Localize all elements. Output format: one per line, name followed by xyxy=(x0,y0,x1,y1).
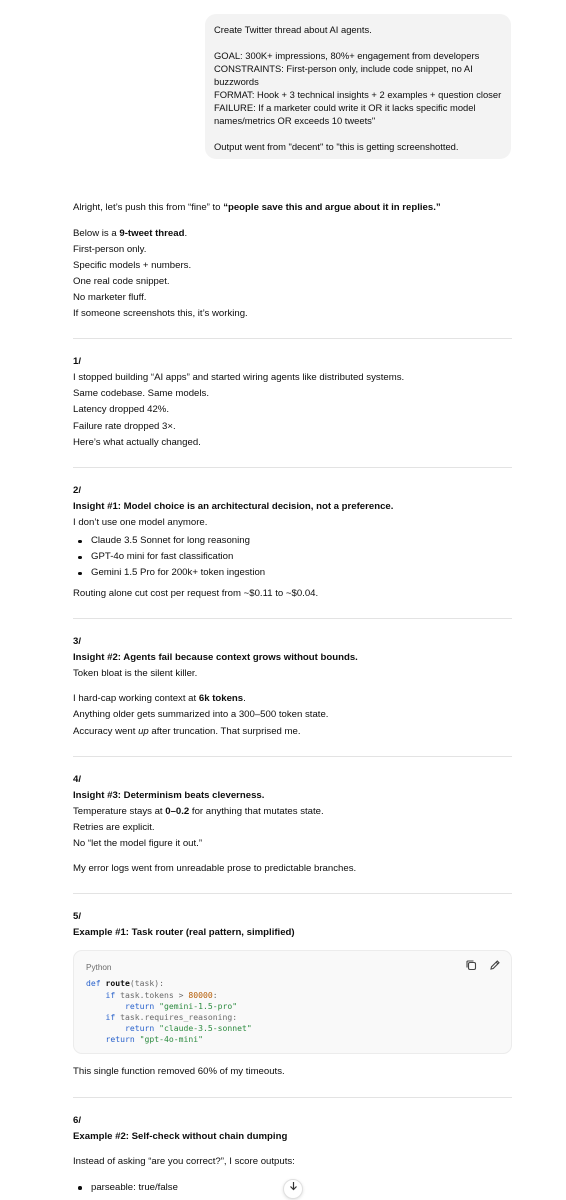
user-message-line: names/metrics OR exceeds 10 tweets" xyxy=(214,115,376,126)
tweet-heading: Insight #1: Model choice is an architectural decision, not a preference. xyxy=(73,500,394,512)
user-message-line: CONSTRAINTS: First-person only, include code snippet, no AI xyxy=(214,63,473,74)
cap-bold-text: 6k tokens xyxy=(198,693,244,705)
summary-text-end: . xyxy=(184,227,188,239)
code-function-name: route xyxy=(105,978,130,989)
summary-bold-text: 9-tweet thread xyxy=(119,227,185,239)
tweet-heading: Example #1: Task router (real pattern, simplified) xyxy=(73,927,295,939)
edit-icon[interactable] xyxy=(489,959,501,971)
user-message-line: Output went from "decent" to "this is getting screenshotted. xyxy=(214,141,459,152)
list-item: parseable: true/false xyxy=(73,1180,512,1196)
tweet-3 xyxy=(73,634,512,740)
code-text: task.requires_reasoning: xyxy=(120,1012,238,1023)
list-item: GPT-4o mini for fast classification xyxy=(73,549,512,565)
tweet-4 xyxy=(73,772,512,878)
assistant-response xyxy=(73,200,512,1196)
tweet-line xyxy=(73,691,512,707)
model-list xyxy=(73,533,512,581)
user-message-line: GOAL: 300K+ impressions, 80%+ engagement from developers xyxy=(214,50,480,61)
tweet-1 xyxy=(73,354,512,451)
summary-text: Below is a xyxy=(73,227,120,239)
intro-bold-text: “people save this and argue about it in replies.” xyxy=(223,202,441,213)
user-message-line: FORMAT: Hook + 3 technical insights + 2 examples + question closer xyxy=(214,89,502,100)
code-text: : xyxy=(212,989,218,1000)
summary-line: If someone screenshots this, it’s working. xyxy=(73,308,248,320)
tweet-2 xyxy=(73,483,512,602)
tweet-line: Same codebase. Same models. xyxy=(73,388,209,400)
divider xyxy=(73,467,512,468)
tweet-number: 3/ xyxy=(73,636,82,648)
accuracy-emphasis: up xyxy=(138,725,149,737)
accuracy-text-end: after truncation. That surprised me. xyxy=(148,725,301,737)
user-message-line: Create Twitter thread about AI agents. xyxy=(214,24,372,35)
code-text: task.tokens > xyxy=(120,989,189,1000)
divider xyxy=(73,338,512,339)
code-text: (task): xyxy=(129,978,164,989)
code-keyword: if xyxy=(105,989,116,1000)
summary-first-line xyxy=(73,226,512,242)
temp-text: Temperature stays at xyxy=(73,805,166,817)
tweet-line: Token bloat is the silent killer. xyxy=(73,668,198,680)
divider xyxy=(73,756,512,757)
code-block xyxy=(73,950,512,1054)
code-string: "gpt-4o-mini" xyxy=(139,1034,203,1045)
tweet-line: Latency dropped 42%. xyxy=(73,404,170,416)
temp-text-end: for anything that mutates state. xyxy=(189,805,324,817)
code-toolbar xyxy=(465,959,501,971)
code-number: 80000 xyxy=(188,989,213,1000)
tweet-line xyxy=(73,724,512,740)
divider xyxy=(73,893,512,894)
summary-line: No marketer fluff. xyxy=(73,291,147,303)
summary-line: Specific models + numbers. xyxy=(73,259,192,271)
cap-text: I hard-cap working context at xyxy=(73,693,199,705)
temp-bold-text: 0–0.2 xyxy=(165,805,190,817)
user-message-line xyxy=(214,36,502,49)
tweet-line: Here’s what actually changed. xyxy=(73,436,201,448)
tweet-line: Routing alone cut cost per request from ~$0.11 to ~$0.04. xyxy=(73,588,319,599)
user-message-line: FAILURE: If a marketer could write it OR it lacks specific model xyxy=(214,102,476,113)
list-item: Claude 3.5 Sonnet for long reasoning xyxy=(73,533,512,549)
summary-line: First-person only. xyxy=(73,243,147,255)
summary-line: One real code snippet. xyxy=(73,275,170,287)
tweet-number: 5/ xyxy=(73,911,82,923)
tweet-5 xyxy=(73,909,512,1080)
tweet-number: 4/ xyxy=(73,773,82,785)
arrow-down-icon xyxy=(289,1181,298,1197)
scroll-to-bottom-button[interactable] xyxy=(283,1179,303,1199)
code-keyword: return xyxy=(124,1023,155,1034)
tweet-line xyxy=(73,804,512,820)
tweet-line: No “let the model figure it out.” xyxy=(73,838,203,850)
tweet-number: 6/ xyxy=(73,1114,82,1126)
tweet-line: Failure rate dropped 3×. xyxy=(73,420,176,432)
summary-block xyxy=(73,226,512,323)
code-keyword: return xyxy=(105,1034,135,1045)
code-content xyxy=(86,978,252,1045)
divider xyxy=(73,618,512,619)
code-language-label: Python xyxy=(86,963,112,973)
tweet-line: This single function removed 60% of my timeouts. xyxy=(73,1066,285,1078)
user-message-line: buzzwords xyxy=(214,76,259,87)
code-string: "gemini-1.5-pro" xyxy=(159,1000,238,1011)
tweet-line: Retries are explicit. xyxy=(73,821,155,833)
code-keyword: return xyxy=(124,1000,155,1011)
tweet-heading: Example #2: Self-check without chain dumping xyxy=(73,1130,288,1142)
copy-icon[interactable] xyxy=(465,959,477,971)
tweet-number: 2/ xyxy=(73,484,82,496)
tweet-line: Instead of asking “are you correct?”, I score outputs: xyxy=(73,1155,295,1167)
tweet-heading: Insight #3: Determinism beats cleverness. xyxy=(73,789,265,801)
divider xyxy=(73,1097,512,1098)
intro-paragraph xyxy=(73,200,512,216)
user-message-line xyxy=(214,127,502,140)
cap-text-end: . xyxy=(243,693,246,705)
tweet-line: Anything older gets summarized into a 300–500 token state. xyxy=(73,709,329,721)
accuracy-text: Accuracy went xyxy=(73,725,139,737)
tweet-number: 1/ xyxy=(73,356,82,368)
code-keyword: def xyxy=(86,978,101,989)
intro-text: Alright, let’s push this from “fine” to xyxy=(73,202,224,213)
tweet-line: I stopped building “AI apps” and started wiring agents like distributed systems. xyxy=(73,372,405,384)
tweet-heading: Insight #2: Agents fail because context grows without bounds. xyxy=(73,652,358,664)
code-keyword: if xyxy=(105,1012,116,1023)
list-item: Gemini 1.5 Pro for 200k+ token ingestion xyxy=(73,565,512,581)
code-string: "claude-3.5-sonnet" xyxy=(159,1023,252,1034)
user-message-bubble xyxy=(205,14,511,159)
tweet-line: My error logs went from unreadable prose to predictable branches. xyxy=(73,863,357,875)
tweet-line: I don’t use one model anymore. xyxy=(73,516,208,528)
